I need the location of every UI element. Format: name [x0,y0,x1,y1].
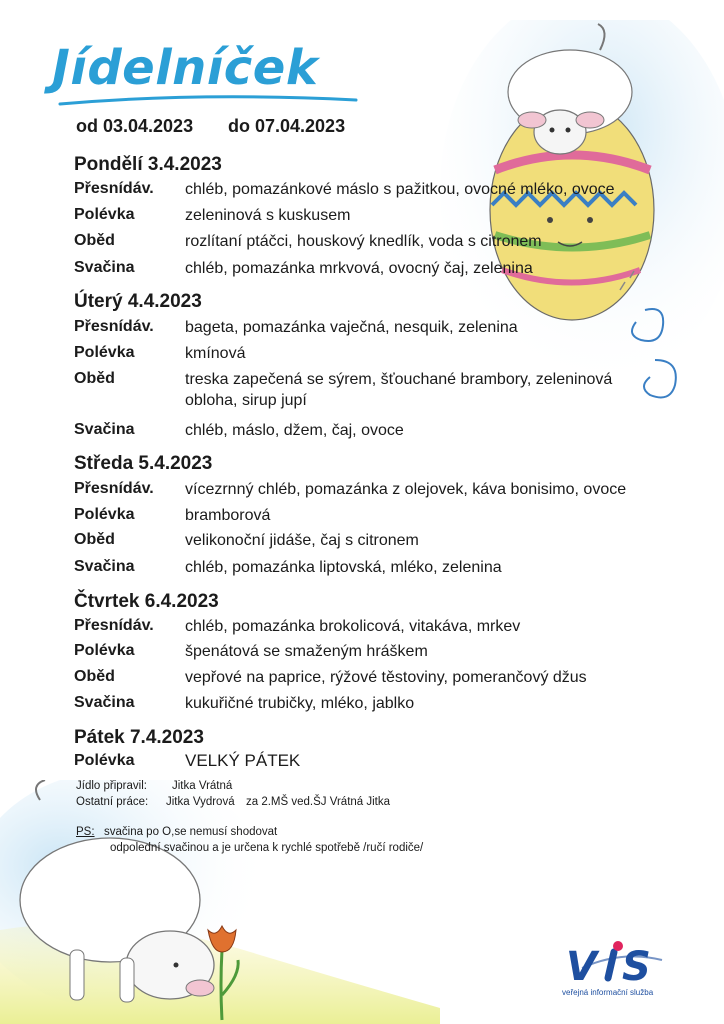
meal-text: treska zapečená se sýrem, šťouchané brambory, zeleninová [185,371,613,388]
date-to: do 07.04.2023 [228,116,346,136]
meal-text-continued: obloha, sirup jupí [185,392,307,409]
meal-label: Polévka [74,344,135,361]
other-work-label: Ostatní práce: [76,796,149,808]
meal-text: chléb, pomazánka liptovská, mléko, zelenina [185,559,502,576]
meal-label: Svačina [74,558,135,575]
svg-text:V: V [566,944,597,986]
meal-label: Svačina [74,259,135,276]
meal-label: Přesnídáv. [74,180,154,197]
day-heading-friday: Pátek 7.4.2023 [74,727,204,748]
page-title: Jídelníček [52,40,319,96]
other-work-name: Jitka Vydrová [166,796,235,808]
meal-text: rozlítaní ptáčci, houskový knedlík, voda s citronem [185,233,542,250]
title-underline-swoosh [58,92,358,112]
meal-label: Polévka [74,752,135,769]
meal-text: špenátová se smaženým hráškem [185,643,428,660]
day-heading-tuesday: Úterý 4.4.2023 [74,291,202,312]
meal-label: Polévka [74,506,135,523]
other-work-note: za 2.MŠ ved.ŠJ Vrátná Jitka [246,796,391,808]
svg-text:S: S [622,944,651,986]
meal-label: Oběd [74,531,115,548]
vis-logo-tagline: veřejná informační služba [562,988,654,997]
meal-label: Přesnídáv. [74,318,154,335]
meal-label: Přesnídáv. [74,480,154,497]
ps-line-2: odpolední svačinou a je určena k rychlé spotřebě /ručí rodiče/ [110,842,424,854]
meal-text: kukuřičné trubičky, mléko, jablko [185,695,415,712]
meal-label: Polévka [74,642,135,659]
vis-logo-graphic [562,938,692,986]
meal-text: chléb, pomazánka mrkvová, ovocný čaj, zelenina [185,260,533,277]
day-heading-monday: Pondělí 3.4.2023 [74,154,222,175]
meal-label: Svačina [74,421,135,438]
meal-text: velikonoční jidáše, čaj s citronem [185,532,419,549]
prepared-by-label: Jídlo připravil: [76,780,147,792]
meal-label: Polévka [74,206,135,223]
meal-text: vepřové na paprice, rýžové těstoviny, pomerančový džus [185,669,587,686]
meal-text: chléb, máslo, džem, čaj, ovoce [185,422,404,439]
meal-label: Oběd [74,232,115,249]
meal-text: chléb, pomazánkové máslo s pažitkou, ovocné mléko, ovoce [185,181,615,198]
ps-line-1: svačina po O,se nemusí shodovat [104,826,278,838]
day-heading-thursday: Čtvrtek 6.4.2023 [74,591,219,612]
meal-label: Svačina [74,694,135,711]
date-from: od 03.04.2023 [76,116,194,136]
meal-text: bramborová [185,507,271,524]
meal-label: Přesnídáv. [74,617,154,634]
lamb-with-tulip-illustration [0,780,460,1024]
meal-text: vícezrnný chléb, pomazánka z olejovek, káva bonisimo, ovoce [185,481,627,498]
meal-text: chléb, pomazánka brokolicová, vitakáva, mrkev [185,618,521,635]
meal-label: Oběd [74,370,115,387]
meal-text: kmínová [185,345,246,362]
prepared-by-name: Jitka Vrátná [172,780,233,792]
meal-text: zeleninová s kuskusem [185,207,351,224]
day-heading-wednesday: Středa 5.4.2023 [74,453,213,474]
meal-text: VELKÝ PÁTEK [185,751,301,770]
meal-text: bageta, pomazánka vaječná, nesquik, zelenina [185,319,518,336]
ps-label: PS: [76,826,95,838]
meal-label: Oběd [74,668,115,685]
vis-logo [562,938,692,1002]
